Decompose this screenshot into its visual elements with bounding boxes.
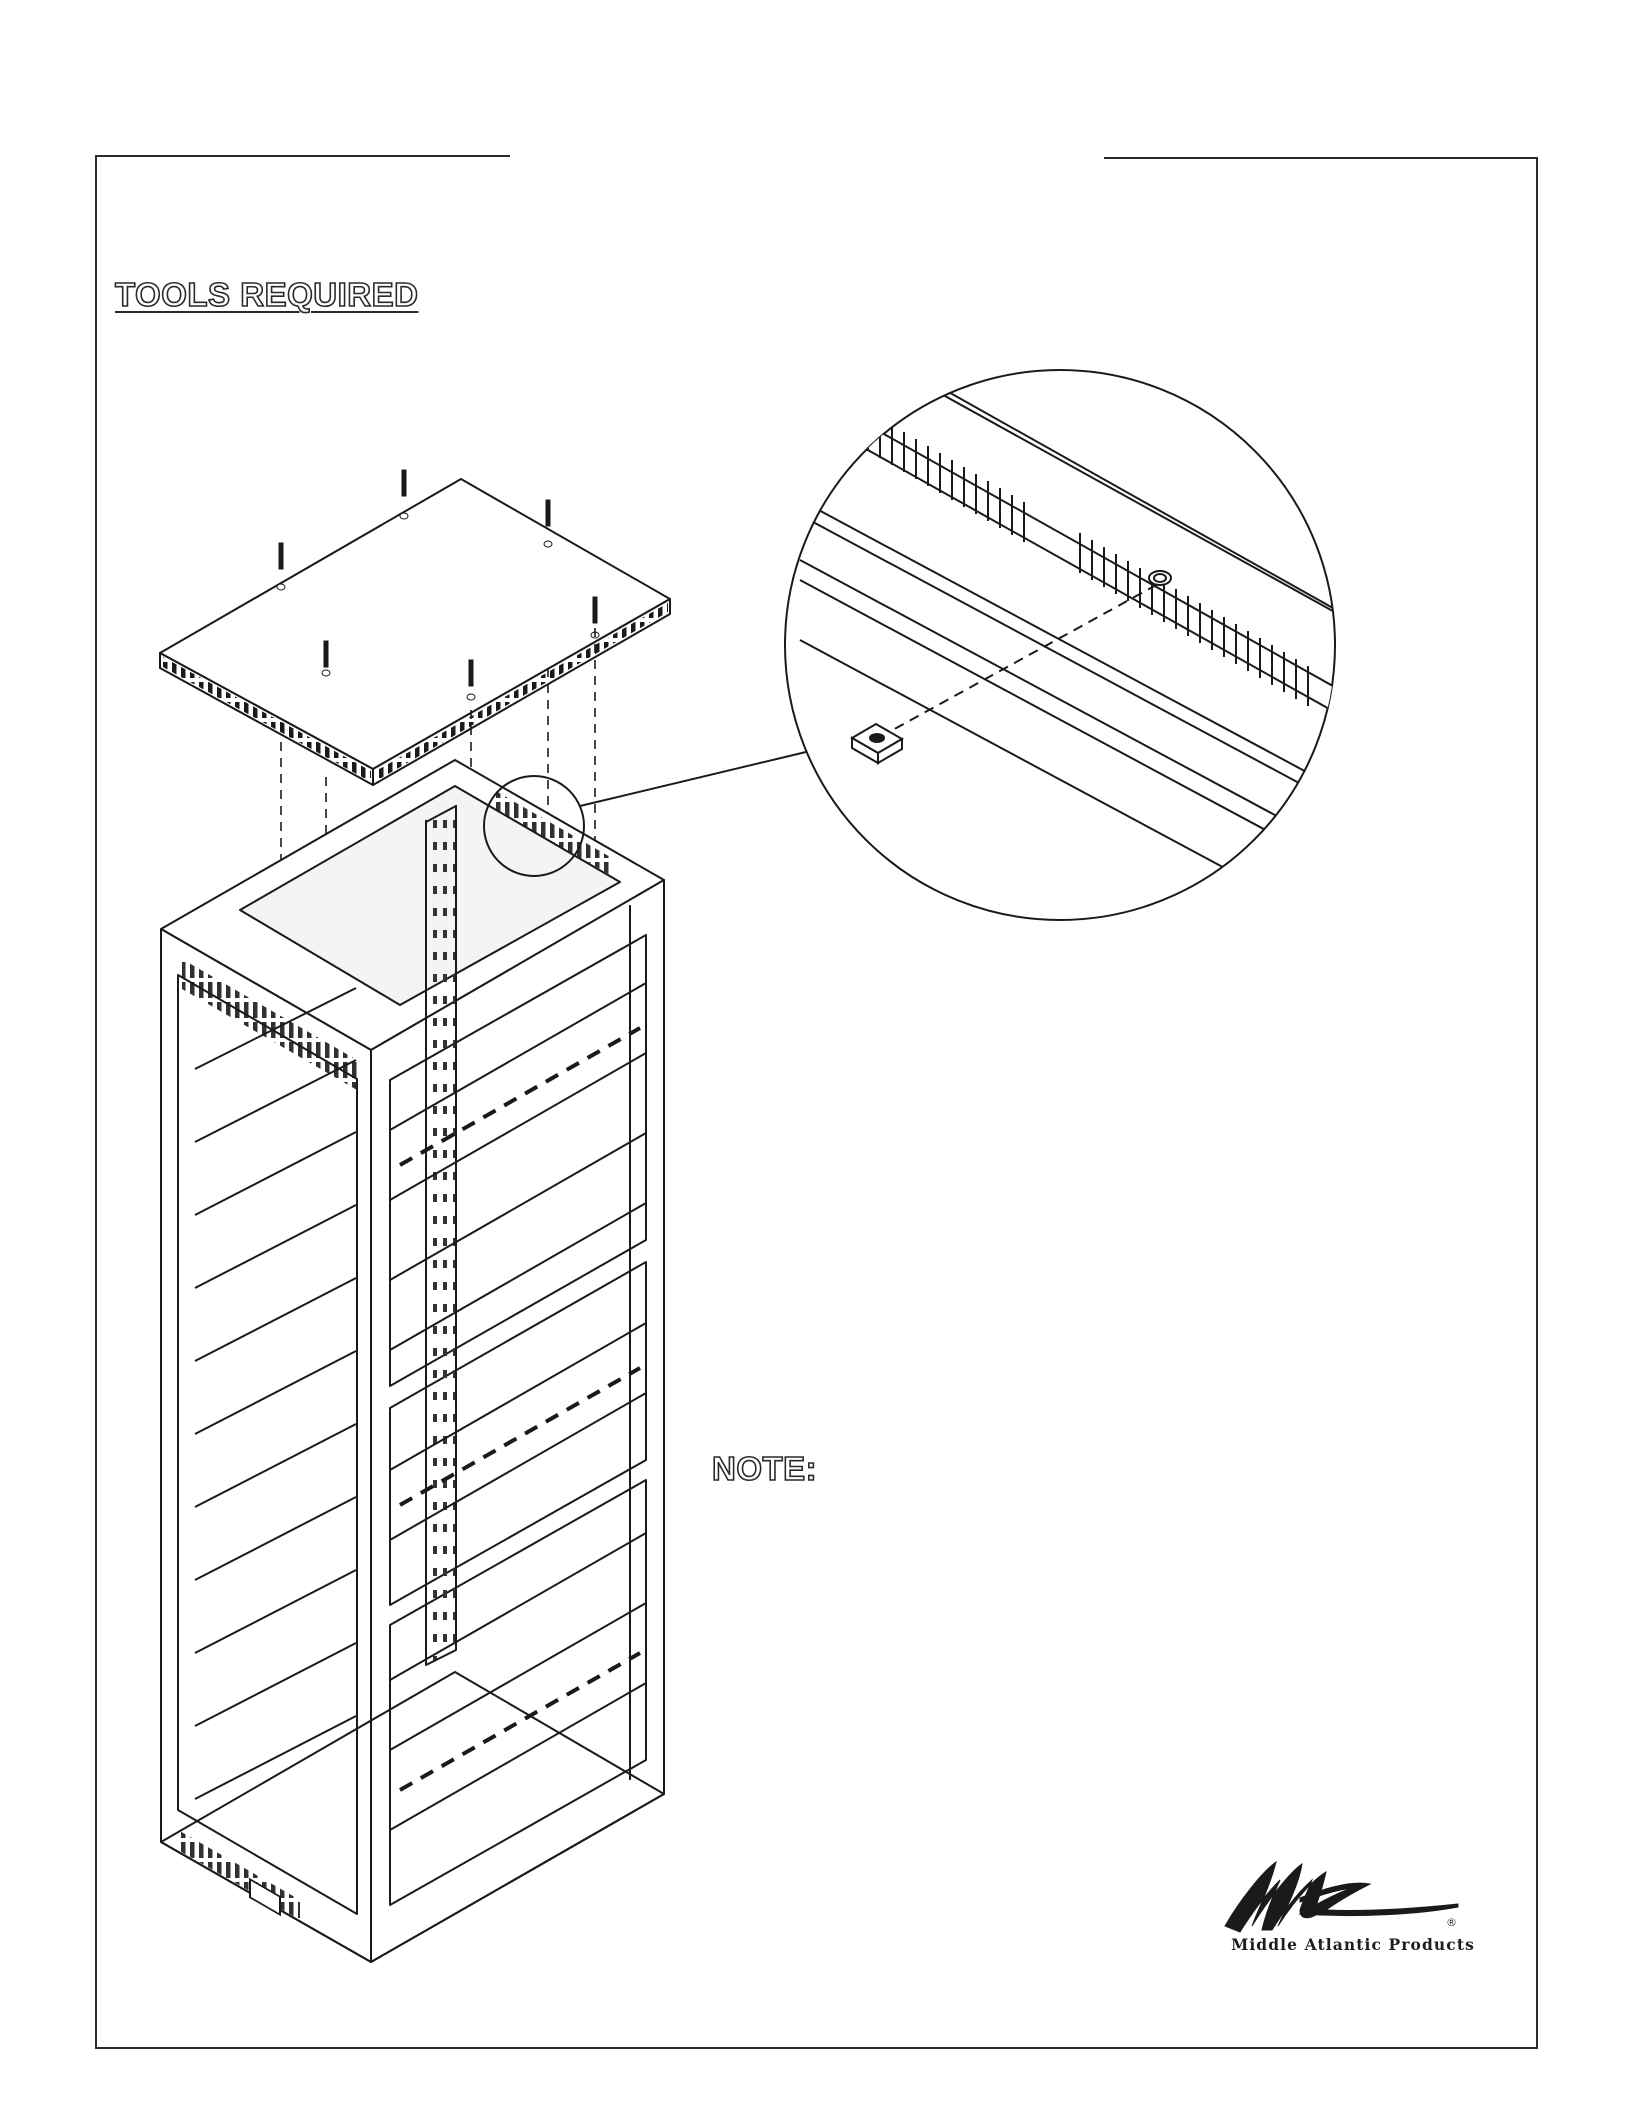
tools-required-heading: TOOLS REQUIRED	[115, 276, 419, 313]
detail-callout-leader	[580, 752, 806, 806]
brand-logo	[1218, 1856, 1488, 1960]
note-heading: NOTE:	[712, 1450, 818, 1487]
registered-mark: ®	[1446, 1916, 1457, 1929]
company-name: Middle Atlantic Products	[1231, 1935, 1475, 1954]
cage-nut-detail	[785, 360, 1340, 930]
rack-frame	[161, 760, 664, 1962]
